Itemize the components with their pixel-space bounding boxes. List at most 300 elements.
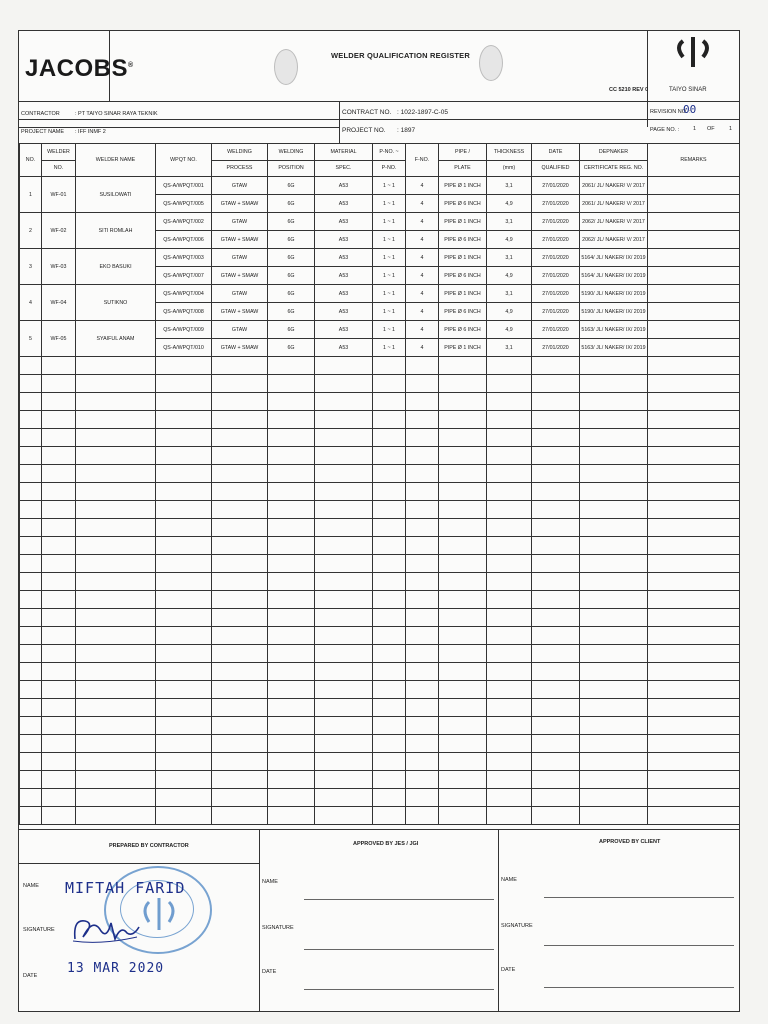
blank-cell <box>156 663 212 681</box>
prepared-by-heading: PREPARED BY CONTRACTOR <box>109 843 189 849</box>
blank-cell <box>212 645 268 663</box>
wpqt-cell: QS-A/WPQT/001 <box>156 177 212 195</box>
blank-cell <box>76 483 156 501</box>
client-name-label: NAME <box>501 877 517 883</box>
blank-row <box>20 375 740 393</box>
fno-cell: 4 <box>406 321 439 339</box>
blank-cell <box>373 645 406 663</box>
blank-cell <box>439 555 487 573</box>
fno-cell: 4 <box>406 267 439 285</box>
blank-cell <box>42 627 76 645</box>
blank-cell <box>406 447 439 465</box>
blank-cell <box>315 771 373 789</box>
remarks-cell <box>648 249 740 267</box>
blank-cell <box>532 375 580 393</box>
row-no-cell: 3 <box>20 249 42 285</box>
blank-cell <box>42 771 76 789</box>
cert-cell: 5163/ JL/ NAKER/ IX/ 2019 <box>580 339 648 357</box>
blank-row <box>20 753 740 771</box>
date-cell: 27/01/2020 <box>532 321 580 339</box>
blank-cell <box>156 591 212 609</box>
blank-cell <box>532 717 580 735</box>
blank-row <box>20 645 740 663</box>
cert-cell: 5164/ JL/ NAKER/ IX/ 2019 <box>580 267 648 285</box>
blank-cell <box>76 591 156 609</box>
material-cell: A53 <box>315 321 373 339</box>
blank-cell <box>156 375 212 393</box>
col-welder-name: WELDER NAME <box>76 144 156 177</box>
page-no-label: PAGE NO. : <box>650 127 680 133</box>
blank-cell <box>487 429 532 447</box>
date-cell: 27/01/2020 <box>532 231 580 249</box>
blank-row <box>20 519 740 537</box>
blank-cell <box>76 753 156 771</box>
blank-cell <box>648 681 740 699</box>
register-sheet <box>18 30 740 1012</box>
cert-cell: 2061/ JL/ NAKER/ V/ 2017 <box>580 195 648 213</box>
cert-cell: 5163/ JL/ NAKER/ IX/ 2019 <box>580 321 648 339</box>
blank-cell <box>532 573 580 591</box>
blank-cell <box>487 771 532 789</box>
blank-cell <box>648 627 740 645</box>
blank-cell <box>487 465 532 483</box>
blank-cell <box>20 447 42 465</box>
blank-cell <box>315 429 373 447</box>
blank-cell <box>532 591 580 609</box>
blank-cell <box>648 465 740 483</box>
blank-cell <box>212 699 268 717</box>
fno-cell: 4 <box>406 195 439 213</box>
blank-cell <box>373 393 406 411</box>
blank-cell <box>156 519 212 537</box>
process-cell: GTAW + SMAW <box>212 195 268 213</box>
remarks-cell <box>648 231 740 249</box>
blank-cell <box>76 627 156 645</box>
blank-cell <box>439 699 487 717</box>
blank-cell <box>20 501 42 519</box>
blank-cell <box>76 429 156 447</box>
blank-cell <box>406 591 439 609</box>
blank-cell <box>315 699 373 717</box>
blank-cell <box>268 573 315 591</box>
blank-cell <box>580 591 648 609</box>
date-cell: 27/01/2020 <box>532 267 580 285</box>
jes-signature-label: SIGNATURE <box>262 925 294 931</box>
blank-cell <box>487 411 532 429</box>
blank-cell <box>580 357 648 375</box>
table-row <box>20 321 740 339</box>
blank-cell <box>439 519 487 537</box>
blank-cell <box>156 699 212 717</box>
blank-cell <box>487 483 532 501</box>
remarks-cell <box>648 213 740 231</box>
blank-cell <box>580 573 648 591</box>
process-cell: GTAW <box>212 249 268 267</box>
material-cell: A53 <box>315 213 373 231</box>
blank-row <box>20 429 740 447</box>
blank-cell <box>212 501 268 519</box>
blank-cell <box>532 555 580 573</box>
blank-cell <box>42 375 76 393</box>
col-remarks: REMARKS <box>648 144 740 177</box>
material-cell: A53 <box>315 267 373 285</box>
blank-cell <box>42 447 76 465</box>
blank-cell <box>42 591 76 609</box>
blank-cell <box>315 645 373 663</box>
blank-row <box>20 717 740 735</box>
blank-cell <box>212 429 268 447</box>
blank-cell <box>580 429 648 447</box>
blank-cell <box>20 537 42 555</box>
blank-cell <box>373 501 406 519</box>
page-no-value: 1 <box>693 126 697 132</box>
contract-no-value: : 1022-1897-C-05 <box>397 109 448 116</box>
blank-cell <box>268 537 315 555</box>
blank-cell <box>76 807 156 825</box>
pno-cell: 1 ~ 1 <box>373 231 406 249</box>
blank-cell <box>580 483 648 501</box>
blank-cell <box>406 411 439 429</box>
blank-cell <box>532 501 580 519</box>
blank-cell <box>648 807 740 825</box>
process-cell: GTAW + SMAW <box>212 339 268 357</box>
blank-cell <box>532 771 580 789</box>
jacobs-logo: JACOBS® <box>25 55 134 82</box>
blank-cell <box>487 681 532 699</box>
col-pipe-bottom: PLATE <box>439 160 487 177</box>
blank-cell <box>373 609 406 627</box>
blank-cell <box>373 411 406 429</box>
blank-cell <box>20 699 42 717</box>
page-of-label: OF <box>707 126 715 132</box>
blank-cell <box>315 501 373 519</box>
blank-cell <box>315 789 373 807</box>
fno-cell: 4 <box>406 303 439 321</box>
blank-cell <box>42 717 76 735</box>
remarks-cell <box>648 267 740 285</box>
blank-cell <box>439 483 487 501</box>
fno-cell: 4 <box>406 285 439 303</box>
blank-row <box>20 681 740 699</box>
revision-label: REVISION NO. : <box>650 109 691 115</box>
blank-cell <box>156 501 212 519</box>
blank-cell <box>20 519 42 537</box>
blank-cell <box>648 393 740 411</box>
blank-cell <box>532 699 580 717</box>
blank-cell <box>373 537 406 555</box>
blank-cell <box>532 447 580 465</box>
position-cell: 6G <box>268 249 315 267</box>
blank-cell <box>532 357 580 375</box>
blank-cell <box>156 609 212 627</box>
blank-cell <box>42 681 76 699</box>
client-name: TAIYO SINAR <box>669 87 707 93</box>
blank-cell <box>212 555 268 573</box>
pno-cell: 1 ~ 1 <box>373 249 406 267</box>
thickness-cell: 4,9 <box>487 321 532 339</box>
blank-cell <box>315 717 373 735</box>
blank-cell <box>42 735 76 753</box>
col-date-top: DATE <box>532 144 580 161</box>
blank-cell <box>373 375 406 393</box>
blank-cell <box>487 375 532 393</box>
blank-cell <box>532 393 580 411</box>
blank-cell <box>156 537 212 555</box>
blank-cell <box>648 591 740 609</box>
blank-cell <box>268 555 315 573</box>
blank-cell <box>532 609 580 627</box>
pno-cell: 1 ~ 1 <box>373 267 406 285</box>
blank-cell <box>373 627 406 645</box>
blank-cell <box>532 429 580 447</box>
blank-cell <box>373 483 406 501</box>
blank-cell <box>156 627 212 645</box>
blank-cell <box>439 375 487 393</box>
blank-cell <box>580 645 648 663</box>
blank-cell <box>268 771 315 789</box>
remarks-cell <box>648 321 740 339</box>
blank-cell <box>42 573 76 591</box>
blank-cell <box>20 483 42 501</box>
blank-cell <box>439 807 487 825</box>
blank-cell <box>42 645 76 663</box>
blank-row <box>20 447 740 465</box>
blank-cell <box>373 429 406 447</box>
blank-cell <box>439 465 487 483</box>
blank-cell <box>156 771 212 789</box>
position-cell: 6G <box>268 195 315 213</box>
remarks-cell <box>648 303 740 321</box>
blank-cell <box>42 699 76 717</box>
blank-cell <box>20 753 42 771</box>
blank-row <box>20 789 740 807</box>
thickness-cell: 4,9 <box>487 267 532 285</box>
blank-cell <box>439 393 487 411</box>
blank-row <box>20 609 740 627</box>
contract-no-label: CONTRACT NO. <box>342 109 392 116</box>
blank-cell <box>20 411 42 429</box>
remarks-cell <box>648 339 740 357</box>
blank-cell <box>42 483 76 501</box>
blank-cell <box>406 573 439 591</box>
blank-cell <box>532 537 580 555</box>
pno-cell: 1 ~ 1 <box>373 303 406 321</box>
blank-cell <box>580 447 648 465</box>
blank-cell <box>487 555 532 573</box>
blank-cell <box>487 717 532 735</box>
blank-cell <box>212 483 268 501</box>
welder-register-table <box>19 143 740 825</box>
thickness-cell: 3,1 <box>487 177 532 195</box>
pipe-cell: PIPE Ø 6 INCH <box>439 321 487 339</box>
date-cell: 27/01/2020 <box>532 195 580 213</box>
blank-cell <box>42 555 76 573</box>
blank-cell <box>156 807 212 825</box>
blank-cell <box>439 789 487 807</box>
thickness-cell: 3,1 <box>487 339 532 357</box>
blank-cell <box>212 753 268 771</box>
blank-cell <box>212 411 268 429</box>
pipe-cell: PIPE Ø 6 INCH <box>439 231 487 249</box>
blank-cell <box>268 663 315 681</box>
material-cell: A53 <box>315 285 373 303</box>
col-depnaker-top: DEPNAKER <box>580 144 648 161</box>
blank-cell <box>42 357 76 375</box>
welder-name-cell: SUSILOWATI <box>76 177 156 213</box>
blank-cell <box>373 357 406 375</box>
blank-cell <box>212 789 268 807</box>
blank-cell <box>487 699 532 717</box>
position-cell: 6G <box>268 339 315 357</box>
blank-cell <box>648 447 740 465</box>
blank-cell <box>76 573 156 591</box>
approved-client-heading: APPROVED BY CLIENT <box>599 839 661 845</box>
blank-cell <box>212 771 268 789</box>
blank-cell <box>156 735 212 753</box>
wpqt-cell: QS-A/WPQT/009 <box>156 321 212 339</box>
col-thickness-top: THICKNESS <box>487 144 532 161</box>
blank-cell <box>212 465 268 483</box>
blank-cell <box>156 789 212 807</box>
blank-cell <box>315 627 373 645</box>
col-pno-bottom: P-NO. <box>373 160 406 177</box>
blank-cell <box>156 681 212 699</box>
blank-cell <box>373 771 406 789</box>
prepared-date-label: DATE <box>23 973 38 979</box>
cert-cell: 5190/ JL/ NAKER/ IX/ 2019 <box>580 285 648 303</box>
blank-cell <box>315 357 373 375</box>
blank-cell <box>268 591 315 609</box>
project-no-value: : 1897 <box>397 127 416 134</box>
material-cell: A53 <box>315 339 373 357</box>
process-cell: GTAW <box>212 177 268 195</box>
blank-cell <box>648 645 740 663</box>
blank-cell <box>20 555 42 573</box>
pno-cell: 1 ~ 1 <box>373 339 406 357</box>
blank-cell <box>648 753 740 771</box>
blank-cell <box>648 735 740 753</box>
blank-cell <box>373 807 406 825</box>
blank-cell <box>315 465 373 483</box>
row-no-cell: 2 <box>20 213 42 249</box>
blank-cell <box>268 627 315 645</box>
blank-cell <box>20 393 42 411</box>
blank-cell <box>487 753 532 771</box>
blank-cell <box>532 681 580 699</box>
blank-cell <box>580 753 648 771</box>
pipe-cell: PIPE Ø 1 INCH <box>439 213 487 231</box>
blank-cell <box>315 519 373 537</box>
blank-cell <box>20 591 42 609</box>
blank-cell <box>156 465 212 483</box>
blank-cell <box>439 357 487 375</box>
blank-cell <box>76 717 156 735</box>
row-no-cell: 1 <box>20 177 42 213</box>
blank-cell <box>268 411 315 429</box>
blank-cell <box>315 393 373 411</box>
blank-cell <box>76 411 156 429</box>
blank-cell <box>406 375 439 393</box>
blank-cell <box>487 573 532 591</box>
welder-name-cell: EKO BASUKI <box>76 249 156 285</box>
blank-cell <box>212 357 268 375</box>
blank-cell <box>580 627 648 645</box>
blank-cell <box>156 555 212 573</box>
blank-cell <box>580 501 648 519</box>
thickness-cell: 3,1 <box>487 285 532 303</box>
blank-cell <box>373 591 406 609</box>
blank-cell <box>532 789 580 807</box>
blank-cell <box>156 645 212 663</box>
col-position-bottom: POSITION <box>268 160 315 177</box>
material-cell: A53 <box>315 249 373 267</box>
blank-cell <box>439 771 487 789</box>
position-cell: 6G <box>268 213 315 231</box>
blank-cell <box>487 609 532 627</box>
pno-cell: 1 ~ 1 <box>373 195 406 213</box>
blank-row <box>20 501 740 519</box>
blank-row <box>20 627 740 645</box>
blank-cell <box>439 735 487 753</box>
process-cell: GTAW + SMAW <box>212 303 268 321</box>
blank-cell <box>42 519 76 537</box>
blank-row <box>20 465 740 483</box>
blank-cell <box>406 501 439 519</box>
blank-cell <box>580 735 648 753</box>
blank-cell <box>532 645 580 663</box>
blank-cell <box>439 627 487 645</box>
blank-cell <box>373 519 406 537</box>
blank-cell <box>42 789 76 807</box>
process-cell: GTAW <box>212 285 268 303</box>
material-cell: A53 <box>315 177 373 195</box>
blank-cell <box>373 573 406 591</box>
blank-cell <box>580 411 648 429</box>
blank-cell <box>487 537 532 555</box>
blank-cell <box>406 519 439 537</box>
fno-cell: 4 <box>406 231 439 249</box>
blank-cell <box>487 447 532 465</box>
punch-hole-left <box>274 49 298 85</box>
blank-cell <box>487 519 532 537</box>
welder-name-cell: SYAIFUL ANAM <box>76 321 156 357</box>
blank-cell <box>268 519 315 537</box>
blank-cell <box>532 411 580 429</box>
page-total-value: 1 <box>729 126 733 132</box>
pipe-cell: PIPE Ø 1 INCH <box>439 177 487 195</box>
remarks-cell <box>648 285 740 303</box>
prepared-date-value: 13 MAR 2020 <box>67 961 165 976</box>
blank-cell <box>315 555 373 573</box>
blank-cell <box>406 735 439 753</box>
table-row <box>20 177 740 195</box>
blank-cell <box>315 591 373 609</box>
blank-cell <box>268 393 315 411</box>
contractor-label: CONTRACTOR <box>21 111 60 117</box>
col-material-top: MATERIAL <box>315 144 373 161</box>
blank-cell <box>487 501 532 519</box>
blank-cell <box>406 537 439 555</box>
remarks-cell <box>648 195 740 213</box>
blank-cell <box>487 789 532 807</box>
blank-cell <box>156 447 212 465</box>
blank-cell <box>580 717 648 735</box>
blank-cell <box>76 501 156 519</box>
blank-cell <box>20 375 42 393</box>
blank-cell <box>439 681 487 699</box>
blank-cell <box>406 771 439 789</box>
blank-cell <box>42 663 76 681</box>
